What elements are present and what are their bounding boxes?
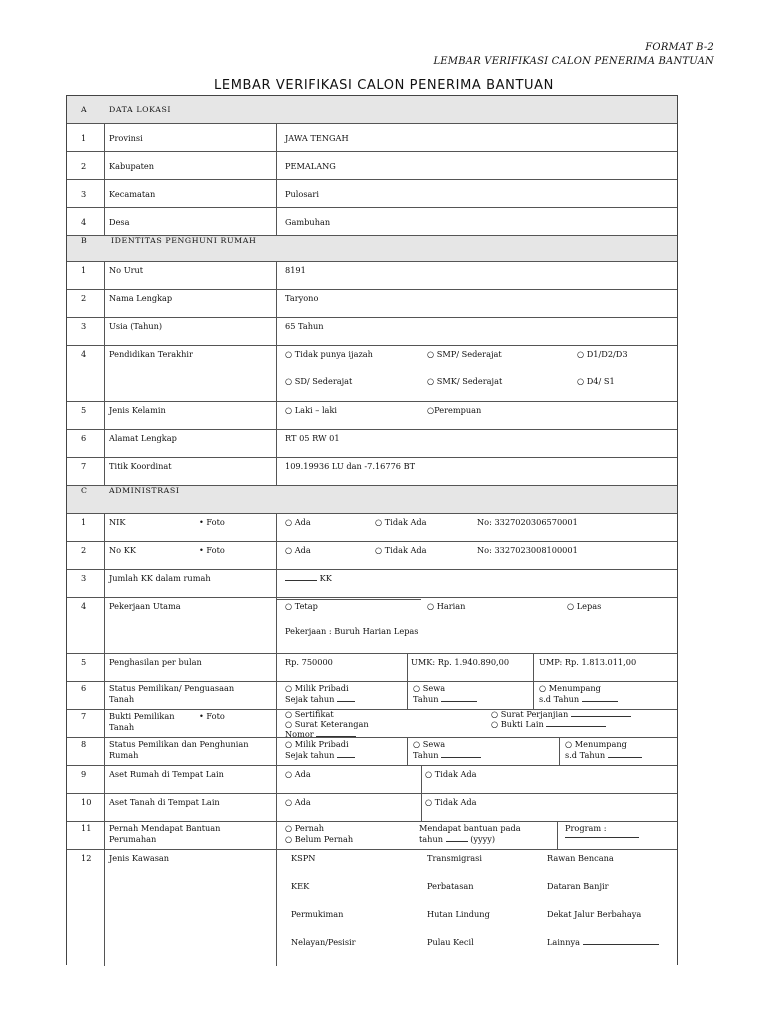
radio-option[interactable]: ○ D1/D2/D3 (577, 349, 628, 359)
row-label: NIK (109, 517, 126, 527)
radio-option[interactable]: ○ Ada (285, 545, 311, 555)
row-label: Kecamatan (109, 189, 156, 199)
row-label: Status Pemilikan dan Penghunian (109, 739, 249, 749)
kk-unit: KK (319, 573, 332, 583)
radio-option[interactable]: ○ Lepas (567, 601, 602, 611)
area-option[interactable]: Rawan Bencana (547, 853, 614, 863)
assistance-year-field[interactable] (419, 834, 495, 844)
income-value: Rp. 750000 (285, 657, 333, 667)
radio-option[interactable]: ○ Menumpang (539, 683, 601, 693)
area-option[interactable]: Perbatasan (427, 881, 474, 891)
section-c-header (67, 486, 677, 514)
row-value: PEMALANG (285, 161, 336, 171)
header-subtitle: LEMBAR VERIFIKASI CALON PENERIMA BANTUAN (433, 56, 714, 67)
program-label: Program : (565, 823, 607, 833)
radio-option[interactable]: ○ Sewa (413, 683, 446, 693)
row-number: 6 (81, 683, 87, 693)
section-letter: B (81, 236, 88, 245)
radio-option[interactable]: ○ Ada (285, 769, 311, 779)
row-label: Bukti Pemilikan (109, 711, 175, 721)
row-value: Pulosari (285, 189, 319, 199)
section-a-header (67, 96, 677, 124)
row-number: 1 (81, 133, 87, 143)
row-value: RT 05 RW 01 (285, 433, 340, 443)
radio-option[interactable]: ○ Tidak punya ijazah (285, 349, 373, 359)
until-year-field[interactable] (539, 694, 618, 704)
radio-option[interactable]: ○Perempuan (427, 405, 482, 415)
table-row (67, 822, 677, 850)
radio-option[interactable]: ○ Surat Keterangan (285, 719, 369, 729)
row-number: 7 (81, 461, 87, 471)
row-label: Penghasilan per bulan (109, 657, 202, 667)
row-label: Pernah Mendapat Bantuan (109, 823, 221, 833)
year-label: Tahun (413, 750, 439, 760)
row-label: No Urut (109, 265, 144, 275)
row-label: Usia (Tahun) (109, 321, 163, 331)
row-number: 2 (81, 161, 87, 171)
other-proof-option[interactable] (491, 719, 606, 729)
umk-value: UMK: Rp. 1.940.890,00 (411, 657, 510, 667)
table-row (67, 570, 677, 598)
table-row (67, 152, 677, 180)
program-field[interactable] (565, 830, 639, 840)
table-row (67, 180, 677, 208)
year-label: Tahun (413, 694, 439, 704)
row-label: Perumahan (109, 834, 157, 844)
foto-bullet: • Foto (199, 545, 225, 555)
table-row (67, 402, 677, 430)
row-number: 6 (81, 433, 87, 443)
year-format: (yyyy) (470, 834, 496, 844)
radio-option[interactable]: ○ Tidak Ada (375, 545, 427, 555)
row-label: Pendidikan Terakhir (109, 349, 193, 359)
row-label: Rumah (109, 750, 139, 760)
row-label: Jenis Kawasan (109, 853, 170, 863)
radio-option[interactable]: ○ Ada (285, 797, 311, 807)
radio-option[interactable]: ○ Sertifikat (285, 709, 334, 719)
area-option-other[interactable] (547, 937, 659, 947)
since-year-field[interactable] (285, 694, 355, 704)
row-label: Provinsi (109, 133, 143, 143)
row-number: 5 (81, 405, 87, 415)
table-row (67, 124, 677, 152)
section-title: ADMINISTRASI (109, 486, 180, 495)
area-option[interactable]: Dataran Banjir (547, 881, 609, 891)
agreement-option[interactable] (491, 709, 631, 719)
format-code: FORMAT B-2 (645, 42, 714, 53)
row-label: Nama Lengkap (109, 293, 173, 303)
area-option[interactable]: KEK (291, 881, 310, 891)
until-year-field[interactable] (565, 750, 642, 760)
year-field[interactable] (413, 750, 481, 760)
row-label: Aset Rumah di Tempat Lain (109, 769, 224, 779)
row-label: Jenis Kelamin (109, 405, 166, 415)
row-label: Status Pemilikan/ Penguasaan (109, 683, 235, 693)
row-number: 3 (81, 321, 87, 331)
section-letter: C (81, 486, 88, 495)
row-label: Kabupaten (109, 161, 155, 171)
row-number: 2 (81, 293, 87, 303)
row-number: 8 (81, 739, 87, 749)
row-number: 9 (81, 769, 87, 779)
radio-option[interactable]: ○ Pernah (285, 823, 325, 833)
radio-option[interactable]: ○ Tidak Ada (425, 769, 477, 779)
area-option[interactable]: Pulau Kecil (427, 937, 474, 947)
other-proof-label: ○ Bukti Lain (491, 719, 544, 729)
radio-option[interactable]: ○ Milik Pribadi (285, 683, 349, 693)
kk-count-field[interactable] (285, 573, 332, 583)
table-row (67, 766, 677, 794)
row-label: Titik Koordinat (109, 461, 172, 471)
table-row (67, 682, 677, 710)
radio-option[interactable]: ○ Milik Pribadi (285, 739, 349, 749)
row-value: 109.19936 LU dan -7.16776 BT (285, 461, 416, 471)
row-number: 1 (81, 265, 87, 275)
row-label: Desa (109, 217, 130, 227)
foto-bullet: • Foto (199, 517, 225, 527)
radio-option[interactable]: ○ Tidak Ada (425, 797, 477, 807)
area-option[interactable]: Nelayan/Pesisir (291, 937, 356, 947)
row-value: No: 3327020306570001 (477, 517, 578, 527)
row-number: 1 (81, 517, 87, 527)
row-label: Alamat Lengkap (109, 433, 177, 443)
row-number: 7 (81, 711, 87, 721)
radio-option[interactable]: ○ Laki – laki (285, 405, 338, 415)
table-row (67, 290, 677, 318)
table-row (67, 738, 677, 766)
assistance-received-label: Mendapat bantuan pada (419, 823, 521, 833)
row-number: 2 (81, 545, 87, 555)
row-label: Pekerjaan Utama (109, 601, 181, 611)
row-number: 12 (81, 853, 92, 863)
page-title: LEMBAR VERIFIKASI CALON PENERIMA BANTUAN (214, 78, 554, 93)
number-label: Nomor (285, 729, 314, 739)
foto-bullet: • Foto (199, 711, 225, 721)
row-number: 3 (81, 573, 87, 583)
section-title: DATA LOKASI (109, 105, 172, 114)
table-row (67, 542, 677, 570)
row-label: Tanah (109, 694, 135, 704)
section-b-header (67, 236, 677, 262)
radio-option[interactable]: ○ Sewa (413, 739, 446, 749)
row-value: JAWA TENGAH (285, 133, 349, 143)
agreement-label: ○ Surat Perjanjian (491, 709, 569, 719)
row-value: Taryono (285, 293, 319, 303)
row-number: 5 (81, 657, 87, 667)
row-label: No KK (109, 545, 136, 555)
table-row (67, 318, 677, 346)
table-row (67, 514, 677, 542)
until-year-label: s.d Tahun (539, 694, 580, 704)
row-number: 4 (81, 601, 87, 611)
table-row (67, 710, 677, 738)
radio-option[interactable]: ○ Menumpang (565, 739, 627, 749)
table-row (67, 598, 677, 654)
row-number: 11 (81, 823, 92, 833)
year-field[interactable] (413, 694, 477, 704)
area-option[interactable]: Dekat Jalur Berbahaya (547, 909, 642, 919)
table-row (67, 458, 677, 486)
job-detail: Pekerjaan : Buruh Harian Lepas (285, 626, 419, 636)
table-row (67, 654, 677, 682)
table-row (67, 208, 677, 236)
section-title: IDENTITAS PENGHUNI RUMAH (111, 236, 257, 245)
radio-option[interactable]: ○ Harian (427, 601, 466, 611)
table-row (67, 850, 677, 966)
row-label: Tanah (109, 722, 135, 732)
table-row (67, 262, 677, 290)
row-value: 8191 (285, 265, 306, 275)
row-value: 65 Tahun (285, 321, 324, 331)
row-number: 3 (81, 189, 87, 199)
area-option[interactable]: Permukiman (291, 909, 344, 919)
radio-option[interactable]: ○ Ada (285, 517, 311, 527)
other-label: Lainnya (547, 937, 580, 947)
ump-value: UMP: Rp. 1.813.011,00 (539, 657, 637, 667)
row-label: Jumlah KK dalam rumah (109, 573, 211, 583)
radio-option[interactable]: ○ D4/ S1 (577, 376, 615, 386)
row-value: Gambuhan (285, 217, 331, 227)
row-number: 4 (81, 349, 87, 359)
table-row (67, 430, 677, 458)
since-year-field[interactable] (285, 750, 355, 760)
table-row (67, 794, 677, 822)
radio-option[interactable]: ○ Tidak Ada (375, 517, 427, 527)
since-year-label: Sejak tahun (285, 694, 335, 704)
row-label: Aset Tanah di Tempat Lain (109, 797, 220, 807)
radio-option[interactable]: ○ SD/ Sederajat (285, 376, 353, 386)
radio-option[interactable]: ○ SMK/ Sederajat (427, 376, 503, 386)
area-option[interactable]: Transmigrasi (427, 853, 482, 863)
radio-option[interactable]: ○ Tetap (285, 601, 318, 611)
area-option[interactable]: KSPN (291, 853, 316, 863)
section-letter: A (81, 105, 88, 114)
radio-option[interactable]: ○ Belum Pernah (285, 834, 354, 844)
until-year-label: s.d Tahun (565, 750, 606, 760)
since-year-label: Sejak tahun (285, 750, 335, 760)
row-number: 4 (81, 217, 87, 227)
row-value: No: 3327023008100001 (477, 545, 578, 555)
year-label: tahun (419, 834, 443, 844)
verification-form (66, 95, 678, 965)
area-option[interactable]: Hutan Lindung (427, 909, 490, 919)
table-row (67, 346, 677, 402)
radio-option[interactable]: ○ SMP/ Sederajat (427, 349, 502, 359)
row-number: 10 (81, 797, 92, 807)
